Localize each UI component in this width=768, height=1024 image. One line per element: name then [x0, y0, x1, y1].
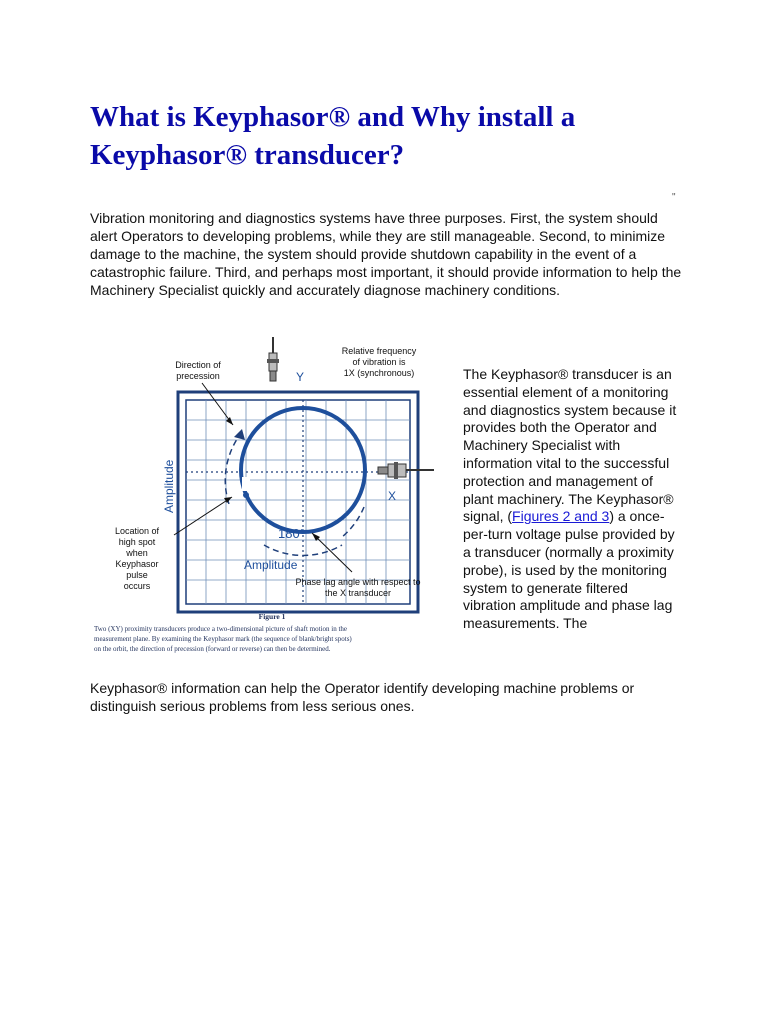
display-frame-inner [186, 400, 410, 604]
page-title: What is Keyphasor® and Why install a Keyphasor® transducer? [90, 101, 576, 171]
frequency-label-line3: 1X (synchronous) [343, 368, 415, 378]
figures-2-and-3-link[interactable]: Figures 2 and 3 [512, 508, 610, 525]
figure-1 [92, 337, 452, 672]
stray-quote-mark: " [672, 192, 676, 203]
figure-caption-title: Figure 1 [258, 612, 286, 621]
y-axis-probe-label: Y [296, 370, 305, 384]
keyphasor-mark [242, 477, 250, 491]
keyphasor-description [463, 366, 678, 633]
figure-caption-line2: measurement plane. By examining the Keyphasor mark (the sequence of blank/bright spots) [94, 635, 352, 643]
direction-label-line2: precession [176, 371, 220, 381]
high-spot-label-line5: pulse [126, 570, 148, 580]
direction-label-line1: Direction of [175, 360, 221, 370]
frequency-label-line2: of vibration is [352, 357, 406, 367]
phase-angle-label: 180° [278, 526, 305, 541]
high-spot-label-line1: Location of [114, 526, 160, 536]
keyphasor-description-continued: Keyphasor® information can help the Operator identify developing machine problems or distinguish serious problems from less serious ones. [90, 680, 635, 714]
horizontal-amplitude-label: Amplitude [244, 558, 298, 572]
high-spot-label-line4: Keyphasor [115, 559, 159, 569]
high-spot-label-line3: when [126, 548, 148, 558]
figure-caption-line1: Two (XY) proximity transducers produce a two-dimensional picture of shaft motion in the [94, 625, 348, 633]
vertical-amplitude-label: Amplitude [162, 459, 176, 513]
high-spot-label-line6: occurs [123, 581, 151, 591]
intro-paragraph: Vibration monitoring and diagnostics systems have three purposes. First, the system should alert Operators to developing problems, while they are still manageable. Second, to minimize damage to the machine, the system should provide shutdown capability in the event of a catastrophic failure. Third, and perhaps most important, it should provide information to help the Machinery Specialist quickly and accurately diagnose machinery conditions. [90, 210, 682, 298]
high-spot-label-line2: high spot [118, 537, 156, 547]
keyphasor-dot [243, 492, 249, 498]
frequency-label-line1: Relative frequency [341, 346, 417, 356]
phase-lag-label-line2: the X transducer [324, 588, 392, 598]
phase-lag-label-line1: Phase lag angle with respect to [295, 577, 421, 587]
description-text-before-link: The Keyphasor® transducer is an essential element of a monitoring and diagnostics system because it provides both the Operator and Machinery Specialist with information vital to the successful protection and management of plant machinery. The Keyphasor® signal, ( [463, 366, 677, 525]
figure-caption-line3: on the orbit, the direction of precession (forward or reverse) can then be determined. [94, 645, 331, 653]
x-axis-probe-label: X [388, 489, 397, 503]
description-text-after-link: ) a once-per-turn voltage pulse provided by a transducer (normally a proximity probe), is used by the monitoring system to generate filtered vibration amplitude and phase lag measurements. The [463, 508, 675, 632]
orbit-diagram [92, 337, 452, 672]
y-probe-icon [267, 337, 279, 381]
